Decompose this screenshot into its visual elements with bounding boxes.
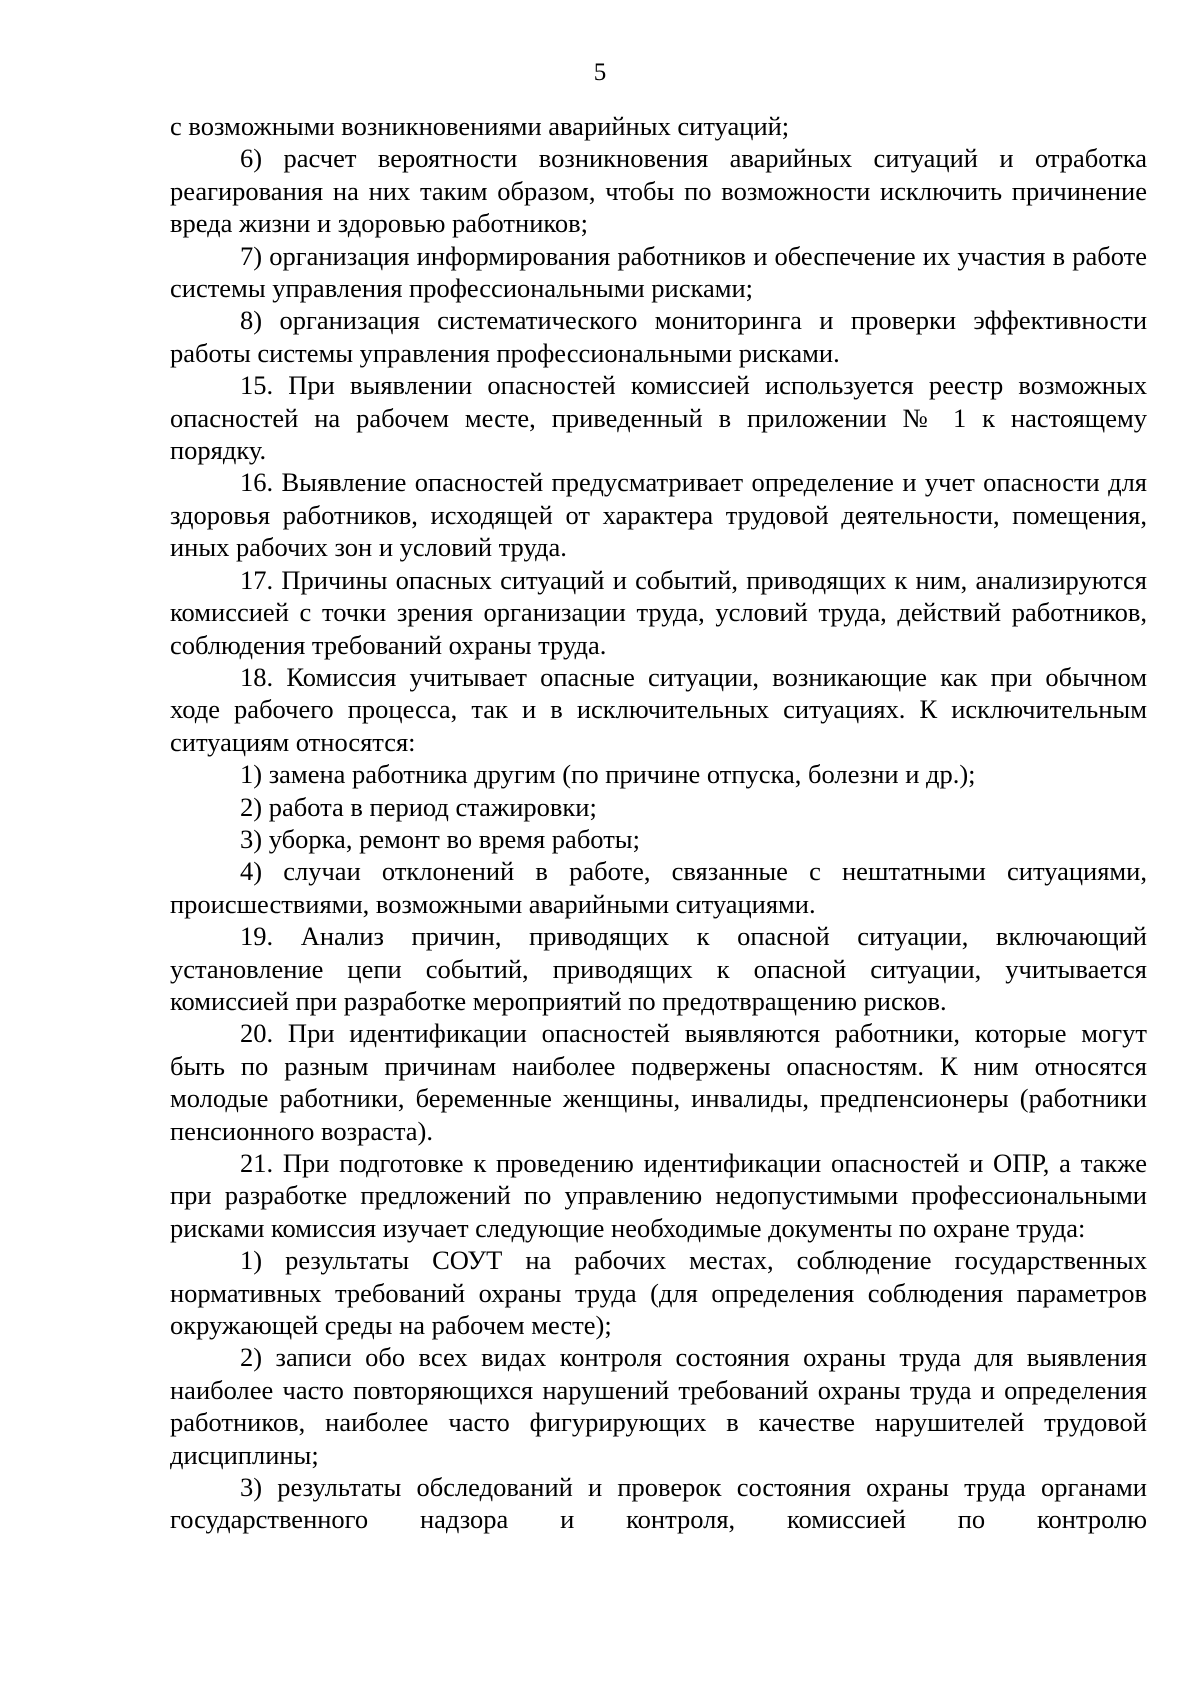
paragraph: 17. Причины опасных ситуаций и событий, приводящих к ним, анализируются комиссией с точки зрения организации труда, условий труда, действий работников, соблюдения требований охраны труда. <box>170 564 1147 660</box>
paragraph: 18. Комиссия учитывает опасные ситуации, возникающие как при обычном ходе рабочего процесса, так и в исключительных ситуациях. К исключительным ситуациям относятся: <box>170 661 1147 757</box>
list-item: 3) уборка, ремонт во время работы; <box>240 823 640 854</box>
page-number: 5 <box>593 59 607 86</box>
document-body <box>170 110 1147 1536</box>
list-item: 2) записи обо всех видах контроля состояния охраны труда для выявления наиболее часто повторяющихся нарушений требований охраны труда и определения работников, наиболее часто фигурирующих в качестве нарушителей трудовой дисциплины; <box>170 1342 1147 1470</box>
paragraph: 16. Выявление опасностей предусматривает определение и учет опасности для здоровья работников, исходящей от характера трудовой деятельности, помещения, иных рабочих зон и условий труда. <box>170 467 1147 563</box>
list-item: 3) результаты обследований и проверок состояния охраны труда органами государственного надзора и контроля, комиссией по контролю <box>170 1472 1147 1535</box>
list-item: 1) результаты СОУТ на рабочих местах, соблюдение государственных нормативных требований охраны труда (для определения соблюдения параметров окружающей среды на рабочем месте); <box>170 1245 1147 1341</box>
paragraph: 21. При подготовке к проведению идентификации опасностей и ОПР, а также при разработке предложений по управлению недопустимыми профессиональными рисками комиссия изучает следующие необходимые документы по охране труда: <box>170 1148 1147 1243</box>
list-item: 6) расчет вероятности возникновения аварийных ситуаций и отработка реагирования на них таким образом, чтобы по возможности исключить причинение вреда жизни и здоровью работников; <box>170 143 1147 239</box>
paragraph: 19. Анализ причин, приводящих к опасной ситуации, включающий установление цепи событий, приводящих к опасной ситуации, учитывается комиссией при разработке мероприятий по предотвращению рисков. <box>170 921 1147 1016</box>
list-item: 4) случаи отклонений в работе, связанные с нештатными ситуациями, происшествиями, возможными аварийными ситуациями. <box>170 856 1147 919</box>
list-item: 8) организация систематического мониторинга и проверки эффективности работы системы управления профессиональными рисками. <box>170 305 1147 368</box>
list-item: 7) организация информирования работников и обеспечение их участия в работе системы управления профессиональными рисками; <box>170 240 1147 304</box>
paragraph: 20. При идентификации опасностей выявляются работники, которые могут быть по разным причинам наиболее подвержены опасностям. К ним относятся молодые работники, беременные женщины, инвалиды, предпенсионеры (работники пенсионного возраста). <box>170 1018 1147 1146</box>
paragraph: 15. При выявлении опасностей комиссией используется реестр возможных опасностей на рабочем месте, приведенный в приложении № 1 к настоящему порядку. <box>170 370 1147 466</box>
list-item: 2) работа в период стажировки; <box>240 791 597 822</box>
list-item: 1) замена работника другим (по причине отпуска, болезни и др.); <box>240 759 976 790</box>
paragraph: с возможными возникновениями аварийных ситуаций; <box>170 111 790 141</box>
